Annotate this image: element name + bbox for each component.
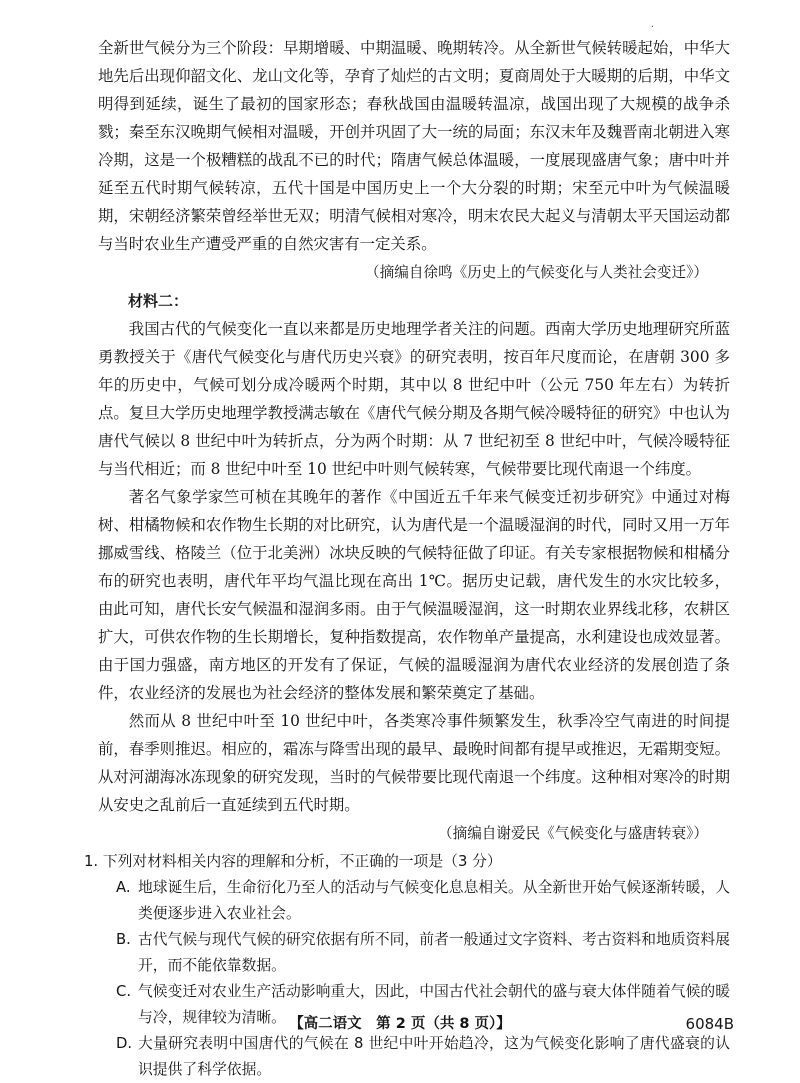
material-two-section xyxy=(98,287,730,848)
footer-page-label: 【高二语文 第 2 页（共 8 页）】 xyxy=(289,1016,511,1032)
material-one-source: （摘编自徐鸣《历史上的气候变化与人类社会变迁》） xyxy=(365,264,708,281)
option-a xyxy=(116,875,730,927)
material-one-body: 全新世气候分为三个阶段：早期增暖、中期温暖、晚期转冷。从全新世气候转暖起始，中华大地先后出现仰韶文化、龙山文化等，孕育了灿烂的古文明；夏商周处于大暖期的后期，中华文明得到延续，诞生了最初的国家形态；春秋战国由温暖转温凉，战国出现了大规模的战争杀戮；秦至东汉晚期气候相对温暖，开创并巩固了大一统的局面；东汉末年及魏晋南北朝进入寒冷期，这是一个极糟糕的战乱不已的时代；隋唐气候总体温暖，一度展现盛唐气象；唐中叶并延至五代时期气候转凉，五代十国是中国历史上一个大分裂的时期；宋至元中叶为气候温暖期，宋朝经济繁荣曾经举世无双；明清气候相对寒冷，明末农民大起义与清朝太平天国运动都与当时农业生产遭受严重的自然灾害有一定关系。 xyxy=(98,39,730,253)
question-1 xyxy=(84,849,730,1083)
option-c-text: 气候变迁对农业生产活动影响重大，因此，中国古代社会朝代的盛与衰大体伴随着气候的暖与冷，规律较为清晰。 xyxy=(138,983,730,1026)
question-stem: 1. 下列对材料相关内容的理解和分析，不正确的一项是（3 分） xyxy=(84,853,502,870)
material-two-title: 材料二： xyxy=(128,292,189,310)
option-b-text: 古代气候与现代气候的研究依据有所不同，前者一般通过文字资料、考古资料和地质资料展开，而不能依靠数据。 xyxy=(138,931,730,974)
option-b xyxy=(116,927,730,979)
material-two-paragraph-2: 著名气象学家竺可桢在其晚年的著作《中国近五千年来气候变迁初步研究》中通过对梅树、柑橘物候和农作物生长期的对比研究，认为唐代是一个温暖湿润的时代，同时又用一万年挪威雪线、格陵兰（位于北美洲）冰块反映的气候特征做了印证。有关专家根据物候和柑橘分布的研究也表明，唐代年平均气温比现在高出 1℃。据历史记载，唐代发生的水灾比较多，由此可知，唐代长安气候温和湿润多雨。由于气候温暖湿润，这一时期农业界线北移，农耕区扩大，可供农作物的生长期增长，复种指数提高，农作物单产量提高，水利建设也成效显著。由于国力强盛，南方地区的开发有了保证，气候的温暖湿润为唐代农业经济的发展创造了条件，农业经济的发展也为社会经济的整体发展和繁荣奠定了基础。 xyxy=(98,488,730,702)
option-b-letter: B. xyxy=(116,931,131,948)
option-d xyxy=(116,1031,730,1083)
material-one-section xyxy=(98,34,730,287)
option-d-letter: D. xyxy=(116,1035,133,1052)
page-footer xyxy=(0,1010,800,1038)
option-c-letter: C. xyxy=(116,983,132,1000)
material-two-source: （摘编自谢爱民《气候变化与盛唐转衰》） xyxy=(438,825,708,842)
option-a-letter: A. xyxy=(116,879,131,896)
material-two-paragraph-3: 然而从 8 世纪中叶至 10 世纪中叶，各类寒冷事件频繁发生，秋季冷空气南进的时间提前，春季则推迟。相应的，霜冻与降雪出现的最早、最晚时间都有提早或推迟，无霜期变短。从对河湖海冰冻现象的研究发现，当时的气候带要比现代南退一个纬度。这种相对寒冷的时期从安史之乱前后一直延续到五代时期。 xyxy=(98,712,730,814)
option-d-text: 大量研究表明中国唐代的气候在 8 世纪中叶开始趋冷，这为气候变化影响了唐代盛衰的认识提供了科学依据。 xyxy=(138,1035,730,1078)
option-a-text: 地球诞生后，生命衍化乃至人的活动与气候变化息息相关。从全新世开始气候逐渐转暖，人类便逐步进入农业社会。 xyxy=(138,879,730,922)
material-two-paragraph-1: 我国古代的气候变化一直以来都是历史地理学者关注的问题。西南大学历史地理研究所蓝勇教授关于《唐代气候变化与唐代历史兴衰》的研究表明，按百年尺度而论，在唐朝 300 多年的历史中，气候可划分成冷暖两个时期，其中以 8 世纪中叶（公元 750 年左右）为转折点。复旦大学历史地理学教授满志敏在《唐代气候分期及各期气候冷暖特征的研究》中也认为唐代气候以 8 世纪中叶为转折点，分为两个时期：从 7 世纪初至 8 世纪中叶，气候冷暖特征与当代相近；而 8 世纪中叶至 10 世纪中叶则气候转寒，气候带要比现代南退一个纬度。 xyxy=(98,320,730,478)
scan-mark: · xyxy=(650,22,654,33)
footer-exam-code: 6084B xyxy=(685,1015,734,1033)
